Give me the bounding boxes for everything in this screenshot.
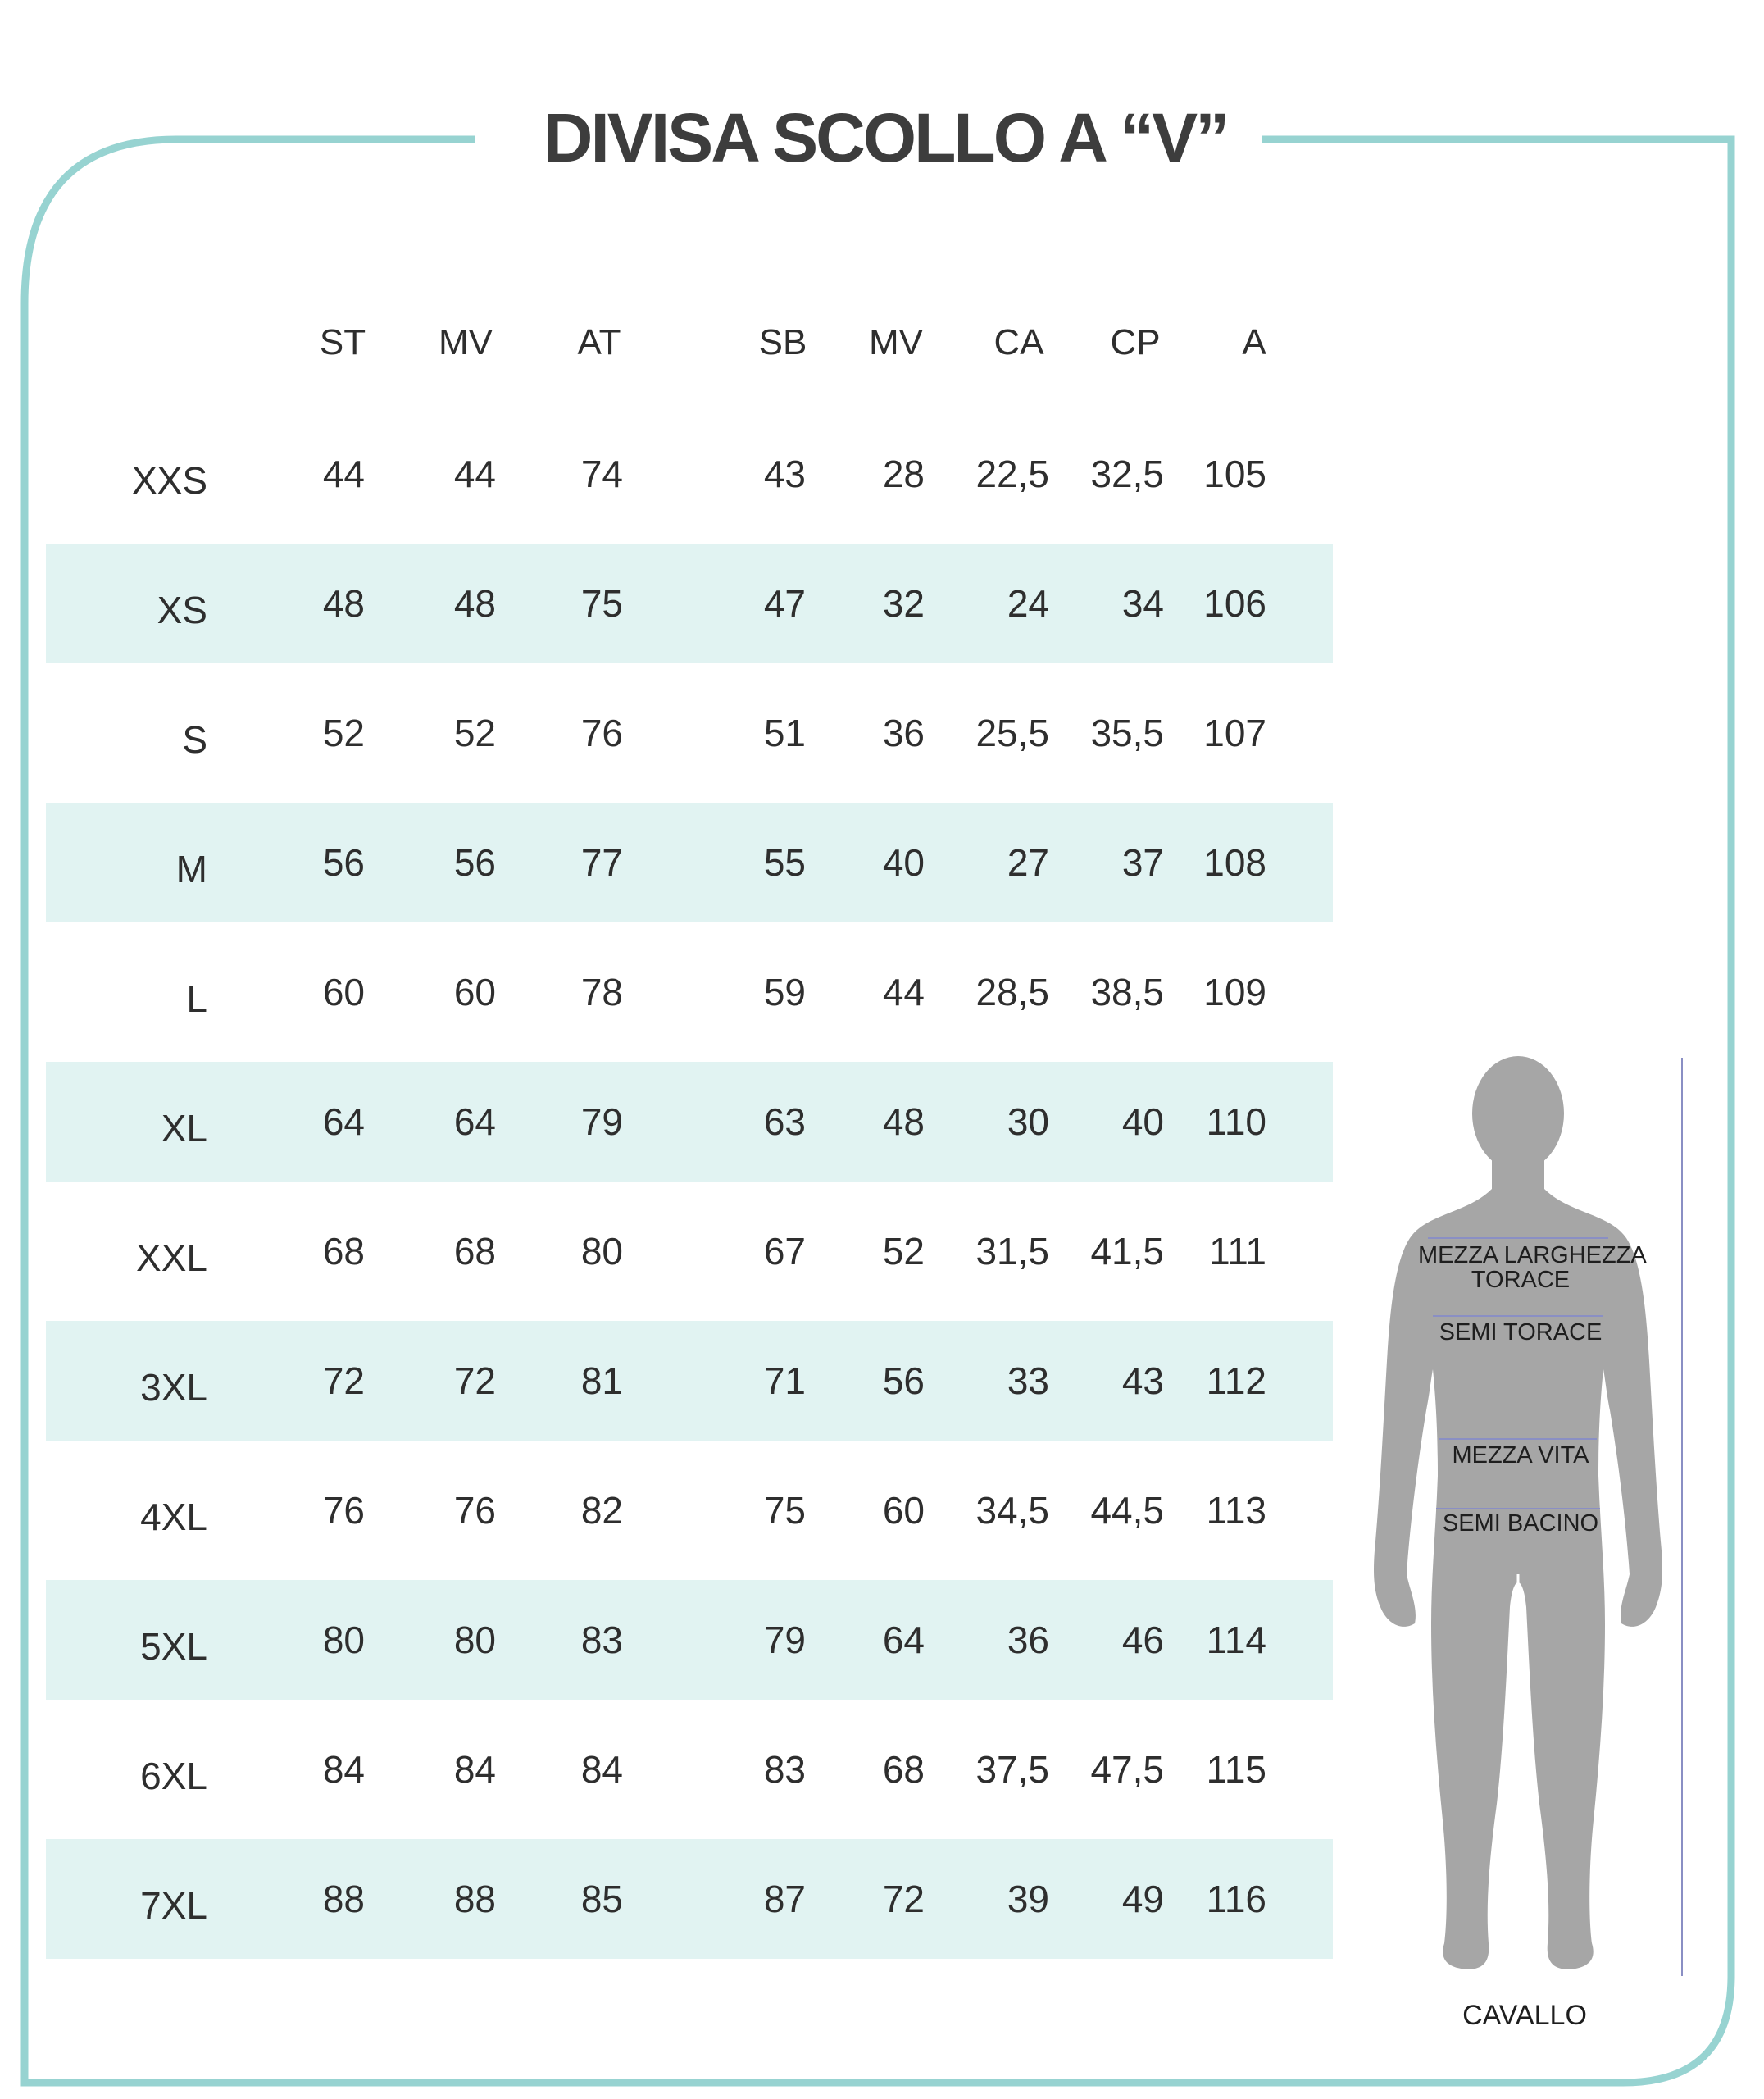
table-cell: 25,5 (975, 712, 1049, 754)
size-label: 4XL (140, 1496, 207, 1538)
table-cell: 107 (1203, 712, 1266, 754)
body-figure (1369, 1050, 1713, 1984)
table-cell: 110 (1206, 1100, 1266, 1143)
crotch-label: CAVALLO (1462, 2000, 1587, 2031)
chest-half-width-label-line1: MEZZA LARGHEZZA (1418, 1242, 1647, 1268)
table-cell: 115 (1206, 1748, 1266, 1791)
table-cell: 32 (882, 582, 925, 625)
table-cell: 37,5 (975, 1748, 1049, 1791)
table-cell: 24 (1007, 582, 1049, 625)
size-label: S (182, 718, 207, 761)
column-header: MV (439, 322, 493, 362)
table-cell: 48 (882, 1100, 925, 1143)
table-cell: 31,5 (975, 1230, 1049, 1273)
table-cell: 40 (882, 841, 925, 884)
table-cell: 85 (580, 1878, 623, 1920)
table-cell: 76 (580, 712, 623, 754)
table-cell: 56 (322, 841, 365, 884)
table-cell: 87 (763, 1878, 806, 1920)
table-cell: 56 (882, 1359, 925, 1402)
table-cell: 56 (453, 841, 496, 884)
column-header: CA (993, 322, 1044, 362)
table-cell: 44,5 (1090, 1489, 1164, 1532)
table-cell: 84 (580, 1748, 623, 1791)
table-cell: 71 (763, 1359, 806, 1402)
table-cell: 74 (580, 453, 623, 495)
column-header: A (1242, 322, 1266, 362)
table-cell: 46 (1121, 1619, 1164, 1661)
table-cell: 75 (763, 1489, 806, 1532)
table-cell: 64 (453, 1100, 496, 1143)
size-label: 7XL (140, 1884, 207, 1927)
table-cell: 36 (882, 712, 925, 754)
table-cell: 55 (763, 841, 806, 884)
size-label: M (175, 848, 207, 890)
table-cell: 43 (1121, 1359, 1164, 1402)
table-cell: 76 (453, 1489, 496, 1532)
table-cell: 79 (763, 1619, 806, 1661)
table-cell: 59 (763, 971, 806, 1013)
column-header: CP (1110, 322, 1161, 362)
table-cell: 106 (1203, 582, 1266, 625)
table-cell: 75 (580, 582, 623, 625)
table-cell: 52 (453, 712, 496, 754)
table-cell: 68 (882, 1748, 925, 1791)
half-waist-label: MEZZA VITA (1452, 1442, 1589, 1468)
size-label: 5XL (140, 1625, 207, 1668)
size-label: XS (157, 589, 207, 631)
table-cell: 37 (1121, 841, 1164, 884)
table-cell: 48 (322, 582, 365, 625)
semi-chest-label: SEMI TORACE (1439, 1319, 1603, 1345)
table-cell: 63 (763, 1100, 806, 1143)
table-cell: 112 (1206, 1359, 1266, 1402)
table-cell: 32,5 (1090, 453, 1164, 495)
table-cell: 114 (1206, 1619, 1266, 1661)
page-title: DIVISA SCOLLO A “V” (543, 99, 1228, 176)
table-cell: 68 (453, 1230, 496, 1273)
table-cell: 80 (453, 1619, 496, 1661)
table-cell: 111 (1209, 1230, 1266, 1273)
table-cell: 84 (453, 1748, 496, 1791)
table-cell: 105 (1203, 453, 1266, 495)
size-label: XXS (131, 459, 207, 502)
table-cell: 64 (322, 1100, 365, 1143)
table-cell: 39 (1007, 1878, 1049, 1920)
table-cell: 60 (453, 971, 496, 1013)
table-cell: 41,5 (1090, 1230, 1164, 1273)
table-cell: 43 (763, 453, 806, 495)
table-cell: 22,5 (975, 453, 1049, 495)
table-cell: 83 (763, 1748, 806, 1791)
table-cell: 84 (322, 1748, 365, 1791)
table-cell: 80 (322, 1619, 365, 1661)
table-cell: 36 (1007, 1619, 1049, 1661)
table-cell: 52 (882, 1230, 925, 1273)
table-cell: 113 (1206, 1489, 1266, 1532)
table-cell: 44 (882, 971, 925, 1013)
table-cell: 52 (322, 712, 365, 754)
table-cell: 80 (580, 1230, 623, 1273)
table-cell: 88 (453, 1878, 496, 1920)
table-cell: 60 (882, 1489, 925, 1532)
table-cell: 30 (1007, 1100, 1049, 1143)
table-cell: 51 (763, 712, 806, 754)
table-cell: 38,5 (1090, 971, 1164, 1013)
table-cell: 47 (763, 582, 806, 625)
table-cell: 72 (322, 1359, 365, 1402)
table-cell: 27 (1007, 841, 1049, 884)
column-header: AT (577, 322, 621, 362)
table-cell: 33 (1007, 1359, 1049, 1402)
table-cell: 34 (1121, 582, 1164, 625)
table-cell: 49 (1121, 1878, 1164, 1920)
size-label: XXL (136, 1236, 207, 1279)
table-cell: 47,5 (1090, 1748, 1164, 1791)
table-cell: 48 (453, 582, 496, 625)
size-label: 3XL (140, 1366, 207, 1409)
chest-half-width-label-line2: TORACE (1471, 1267, 1571, 1293)
column-header: MV (869, 322, 923, 362)
table-cell: 64 (882, 1619, 925, 1661)
table-cell: 81 (580, 1359, 623, 1402)
table-cell: 77 (580, 841, 623, 884)
table-cell: 76 (322, 1489, 365, 1532)
table-cell: 44 (453, 453, 496, 495)
table-cell: 28 (882, 453, 925, 495)
size-label: L (186, 977, 207, 1020)
table-cell: 78 (580, 971, 623, 1013)
column-header: ST (319, 322, 366, 362)
size-label: XL (161, 1107, 207, 1150)
table-cell: 60 (322, 971, 365, 1013)
table-cell: 34,5 (975, 1489, 1049, 1532)
table-cell: 88 (322, 1878, 365, 1920)
table-cell: 108 (1203, 841, 1266, 884)
table-cell: 35,5 (1090, 712, 1164, 754)
table-cell: 67 (763, 1230, 806, 1273)
column-header: SB (758, 322, 807, 362)
table-cell: 72 (453, 1359, 496, 1402)
table-cell: 82 (580, 1489, 623, 1532)
table-cell: 28,5 (975, 971, 1049, 1013)
table-cell: 72 (882, 1878, 925, 1920)
semi-hip-label: SEMI BACINO (1442, 1510, 1599, 1537)
table-cell: 116 (1206, 1878, 1266, 1920)
table-cell: 44 (322, 453, 365, 495)
table-cell: 40 (1121, 1100, 1164, 1143)
table-cell: 68 (322, 1230, 365, 1273)
table-cell: 109 (1203, 971, 1266, 1013)
size-label: 6XL (140, 1755, 207, 1797)
table-cell: 79 (580, 1100, 623, 1143)
table-cell: 83 (580, 1619, 623, 1661)
